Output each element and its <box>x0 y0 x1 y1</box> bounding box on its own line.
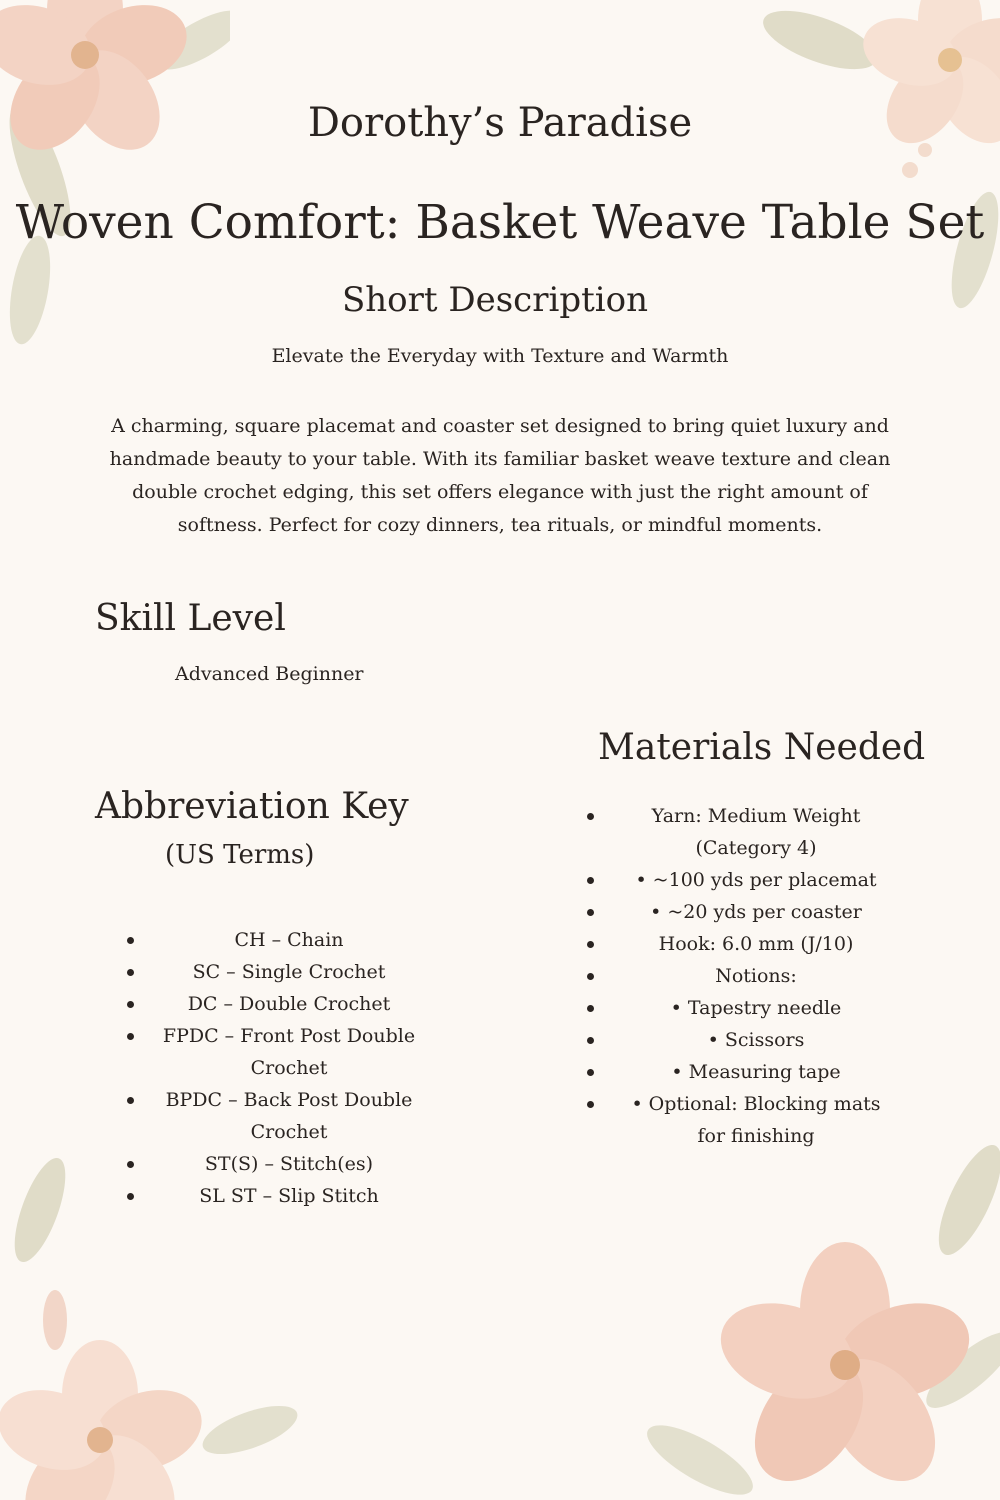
list-item: ST(S) – Stitch(es) <box>155 1148 423 1180</box>
list-item: • Optional: Blocking mats for finishing <box>615 1088 897 1152</box>
list-item: • Tapestry needle <box>615 992 897 1024</box>
list-item: SL ST – Slip Stitch <box>155 1180 423 1212</box>
list-item: BPDC – Back Post Double Crochet <box>155 1084 423 1148</box>
list-item: Yarn: Medium Weight (Category 4) <box>615 800 897 864</box>
list-item: • Measuring tape <box>615 1056 897 1088</box>
tagline: Elevate the Everyday with Texture and Warmth <box>271 345 729 367</box>
list-item: Notions: <box>615 960 897 992</box>
list-item: CH – Chain <box>155 924 423 956</box>
list-item: FPDC – Front Post Double Crochet <box>155 1020 423 1084</box>
materials-heading: Materials Needed <box>598 727 926 768</box>
materials-list <box>615 800 897 1152</box>
list-item: SC – Single Crochet <box>155 956 423 988</box>
abbreviation-key-heading: Abbreviation Key <box>95 786 409 827</box>
skill-level-value: Advanced Beginner <box>175 663 364 685</box>
short-description-heading: Short Description <box>341 280 649 320</box>
list-item: • ~100 yds per placemat <box>615 864 897 896</box>
skill-level-heading: Skill Level <box>95 598 286 639</box>
flower-bottom-right-icon <box>640 1140 1000 1500</box>
list-item: Hook: 6.0 mm (J/10) <box>615 928 897 960</box>
list-item: DC – Double Crochet <box>155 988 423 1020</box>
brand-name: Dorothy’s Paradise <box>307 100 693 146</box>
list-item: • ~20 yds per coaster <box>615 896 897 928</box>
list-item: • Scissors <box>615 1024 897 1056</box>
description-paragraph: A charming, square placemat and coaster set designed to bring quiet luxury and handmade beauty to your table. With its familiar basket weave texture and clean double crochet edging, this set offers elegance with just the right amount of softness. Perfect for cozy dinners, tea rituals, or mindful moments. <box>109 415 891 536</box>
abbreviation-key-subheading: (US Terms) <box>165 840 315 870</box>
abbreviation-list <box>155 924 423 1212</box>
page-title: Woven Comfort: Basket Weave Table Set <box>15 195 985 250</box>
